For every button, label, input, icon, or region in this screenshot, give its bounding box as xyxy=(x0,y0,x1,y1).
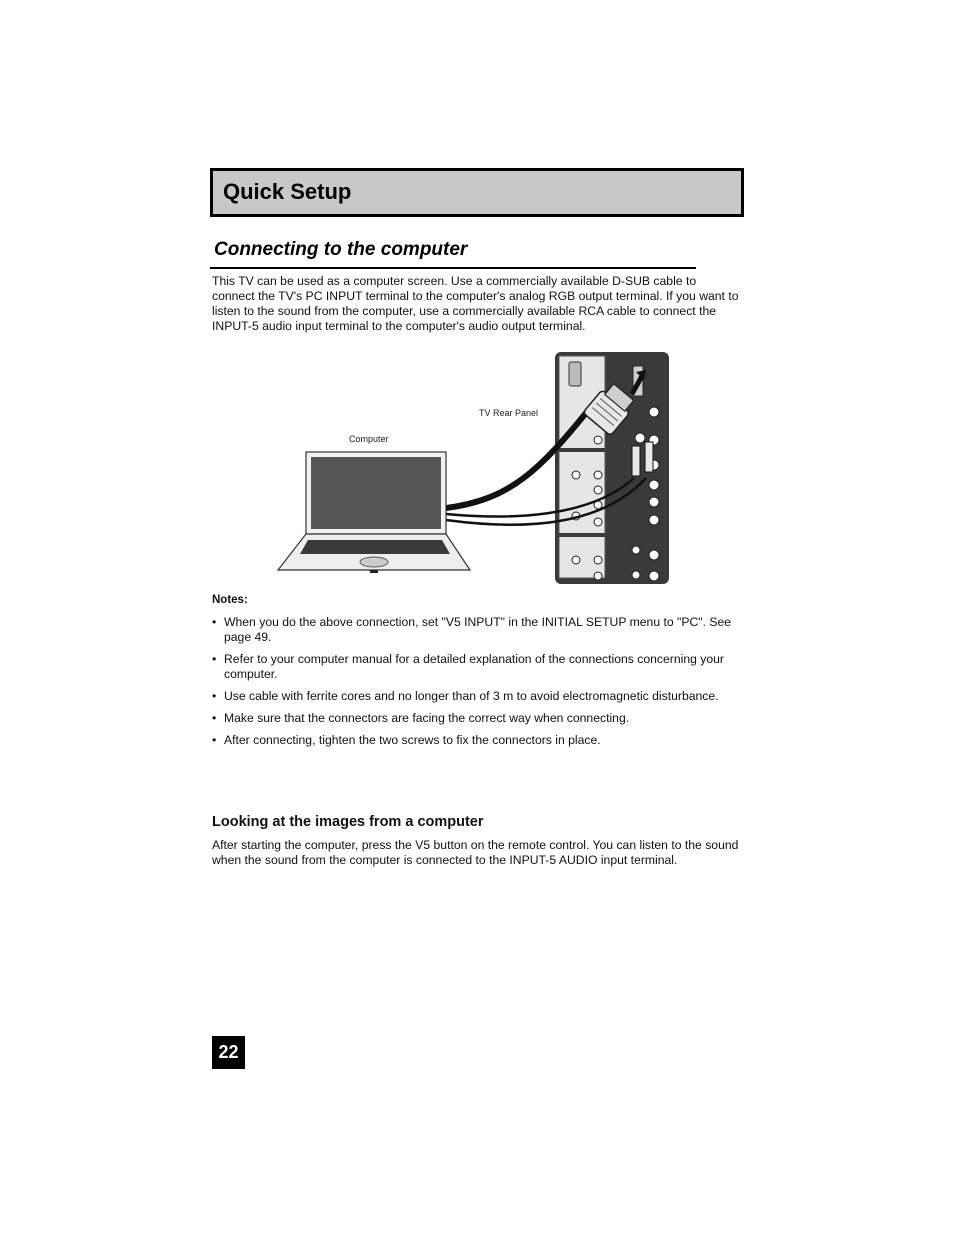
note-item xyxy=(212,615,747,645)
section-title: Connecting to the computer xyxy=(214,239,468,260)
note-item xyxy=(212,711,747,726)
images-section-title: Looking at the images from a computer xyxy=(212,814,484,830)
connection-diagram xyxy=(270,350,680,590)
bullet: • xyxy=(212,689,217,703)
bullet: • xyxy=(212,652,217,666)
images-section-body: After starting the computer, press the V5 button on the remote control. You can listen to the sound when the sound from the computer is connected to the INPUT-5 AUDIO input terminal. xyxy=(212,838,739,867)
page-number: 22 xyxy=(212,1036,245,1069)
note-item xyxy=(212,689,747,704)
note-item xyxy=(212,733,747,748)
notes-list xyxy=(212,615,747,755)
page-header xyxy=(210,168,744,217)
laptop-computer xyxy=(278,452,470,573)
note-text: Make sure that the connectors are facing the correct way when connecting. xyxy=(224,711,630,725)
note-text: After connecting, tighten the two screws to fix the connectors in place. xyxy=(224,733,601,747)
section-divider xyxy=(210,267,696,269)
bullet: • xyxy=(212,615,217,629)
tv-rear-panel-label: TV Rear Panel xyxy=(479,408,539,418)
note-item xyxy=(212,652,747,682)
header-title: Quick Setup xyxy=(223,179,352,204)
bullet: • xyxy=(212,711,217,725)
notes-title: Notes: xyxy=(212,594,248,606)
note-text: When you do the above connection, set "V5 INPUT" in the INITIAL SETUP menu to "PC". See page 49. xyxy=(224,615,732,644)
note-text: Use cable with ferrite cores and no longer than of 3 m to avoid electromagnetic disturbance. xyxy=(224,689,719,703)
computer-label: Computer xyxy=(349,434,389,444)
bullet: • xyxy=(212,733,217,747)
note-text: Refer to your computer manual for a detailed explanation of the connections concerning your computer. xyxy=(224,652,724,681)
intro-paragraph: This TV can be used as a computer screen. Use a commercially available D-SUB cable to connect the TV's PC INPUT terminal to the computer's analog RGB output terminal. If you want to listen to the sound from the computer, use a commercially available RCA cable to connect the INPUT-5 audio input terminal to the computer's audio output terminal. xyxy=(212,274,739,333)
